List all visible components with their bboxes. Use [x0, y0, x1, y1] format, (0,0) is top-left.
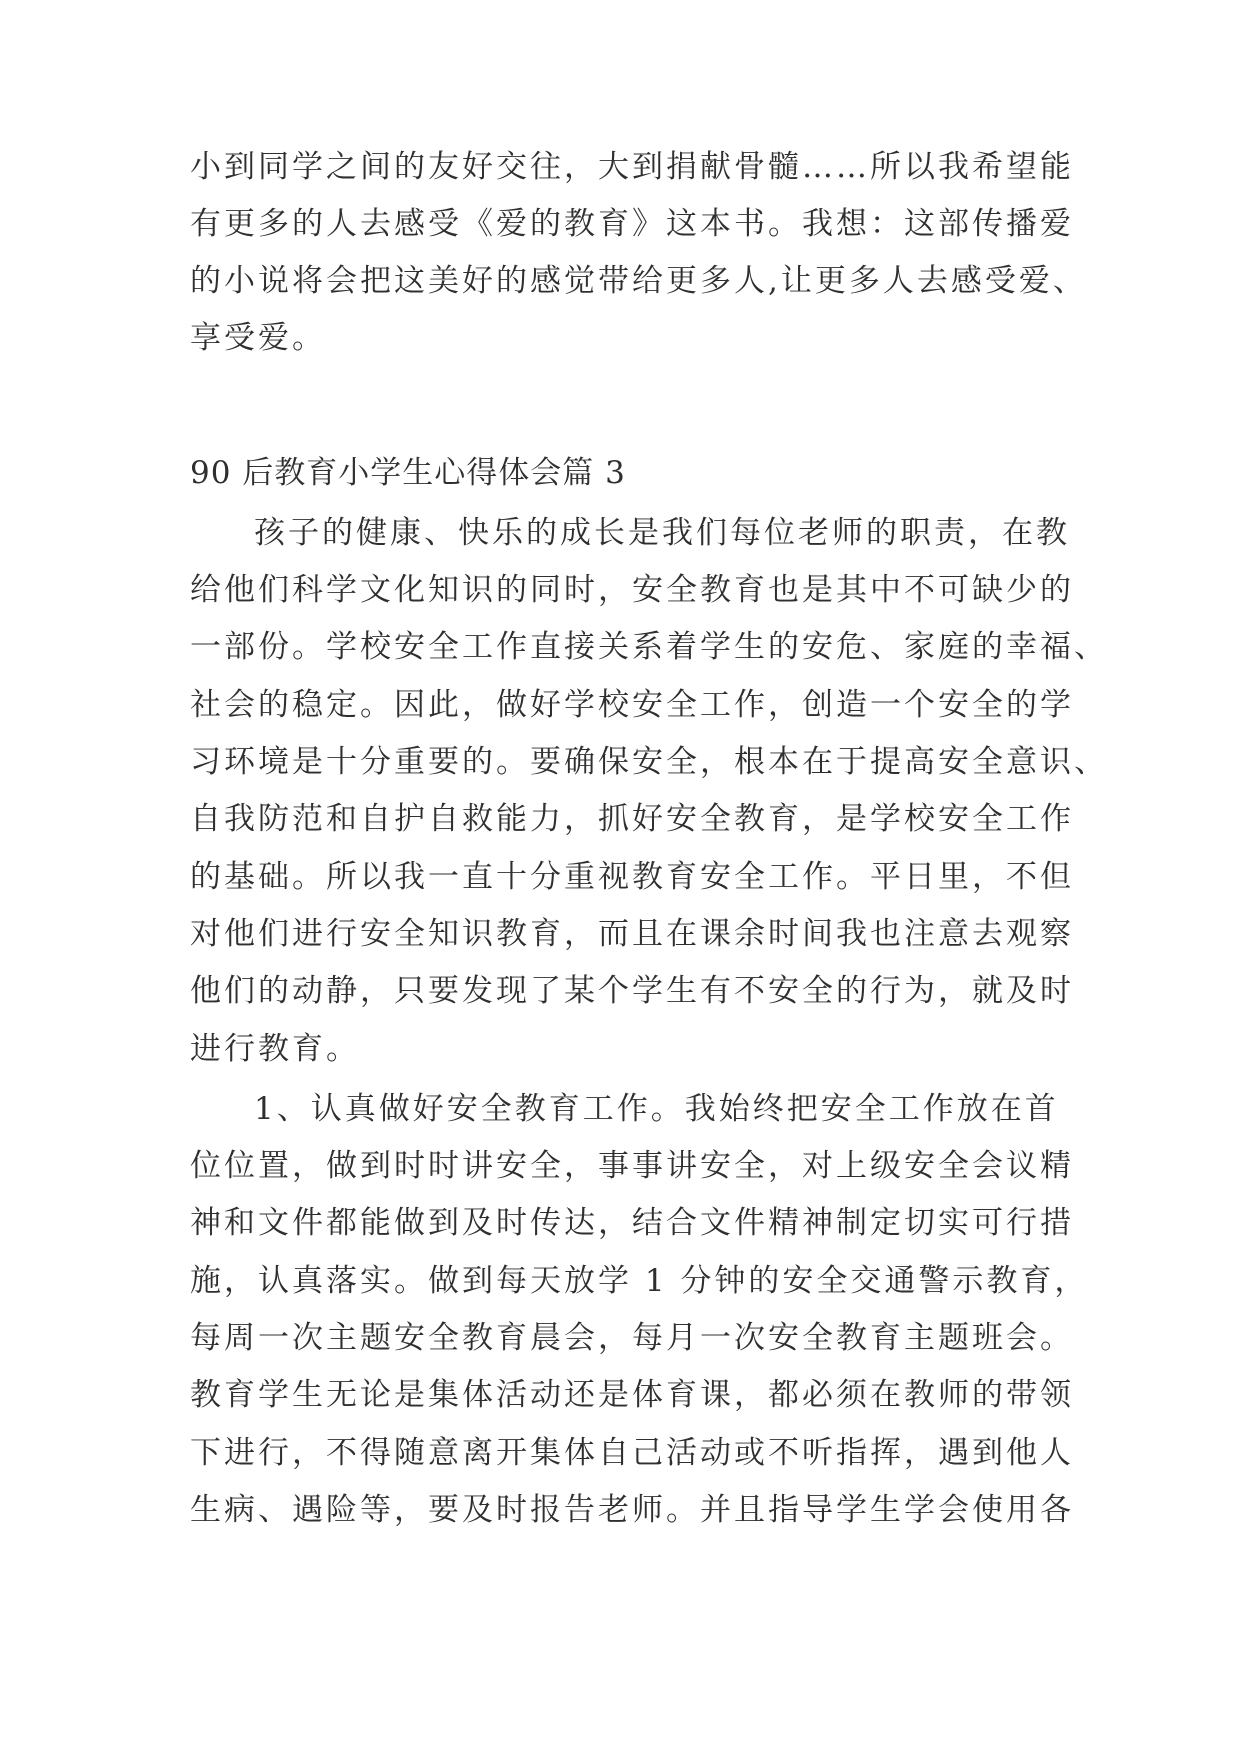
paragraph-line: 习环境是十分重要的。要确保安全，根本在于提高安全意识、	[190, 744, 1108, 780]
paragraph-line: 1、认真做好安全教育工作。我始终把安全工作放在首	[254, 1091, 1059, 1127]
section-title: 90 后教育小学生心得体会篇 3	[190, 455, 626, 491]
paragraph-line: 神和文件都能做到及时传达，结合文件精神制定切实可行措	[190, 1205, 1074, 1241]
paragraph-line: 对他们进行安全知识教育，而且在课余时间我也注意去观察	[190, 916, 1074, 952]
paragraph-line: 给他们科学文化知识的同时，安全教育也是其中不可缺少的	[190, 572, 1074, 608]
intro-line: 享受爱。	[190, 320, 326, 356]
paragraph-line: 位位置，做到时时讲安全，事事讲安全，对上级安全会议精	[190, 1148, 1074, 1184]
intro-line: 有更多的人去感受《爱的教育》这本书。我想：这部传播爱	[190, 206, 1074, 242]
paragraph-line: 每周一次主题安全教育晨会，每月一次安全教育主题班会。	[190, 1320, 1074, 1356]
paragraph-line: 进行教育。	[190, 1031, 360, 1067]
paragraph-line: 生病、遇险等，要及时报告老师。并且指导学生学会使用各	[190, 1492, 1074, 1528]
paragraph-line: 孩子的健康、快乐的成长是我们每位老师的职责，在教	[254, 515, 1070, 551]
paragraph-line: 一部份。学校安全工作直接关系着学生的安危、家庭的幸福、	[190, 629, 1108, 665]
paragraph-line: 教育学生无论是集体活动还是体育课，都必须在教师的带领	[190, 1377, 1074, 1413]
paragraph-line: 的基础。所以我一直十分重视教育安全工作。平日里，不但	[190, 859, 1074, 895]
intro-line: 的小说将会把这美好的感觉带给更多人,让更多人去感受爱、	[190, 263, 1087, 299]
intro-line: 小到同学之间的友好交往，大到捐献骨髓……所以我希望能	[190, 149, 1074, 185]
paragraph-line: 社会的稳定。因此，做好学校安全工作，创造一个安全的学	[190, 687, 1074, 723]
paragraph-line: 施，认真落实。做到每天放学 1 分钟的安全交通警示教育，	[190, 1263, 1089, 1299]
paragraph-line: 下进行，不得随意离开集体自己活动或不听指挥，遇到他人	[190, 1435, 1074, 1471]
paragraph-line: 自我防范和自护自救能力，抓好安全教育，是学校安全工作	[190, 801, 1074, 837]
paragraph-line: 他们的动静，只要发现了某个学生有不安全的行为，就及时	[190, 973, 1074, 1009]
